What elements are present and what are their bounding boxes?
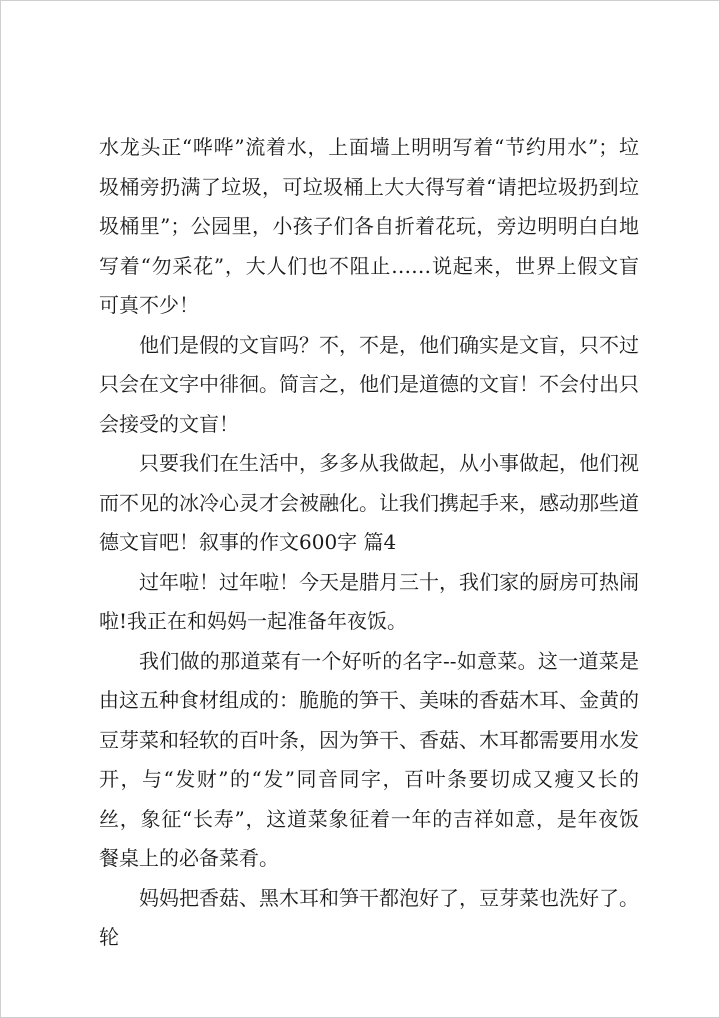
paragraph-3: 只要我们在生活中，多多从我做起，从小事做起，他们视而不见的冰冷心灵才会被融化。让我们携起手来，感动那些道德文盲吧！叙事的作文600字 篇4 bbox=[99, 451, 639, 554]
paragraph-5: 我们做的那道菜有一个好听的名字--如意菜。这一道菜是由这五种食材组成的：脆脆的笋干、美味的香菇木耳、金黄的豆芽菜和轻软的百叶条，因为笋干、香菇、木耳都需要用水发开，与“发财”的“发”同音同字，百叶条要切成又瘦又长的丝，象征“长寿”，这道菜象征着一年的吉祥如意，是年夜饭餐桌上的必备菜肴。 bbox=[99, 648, 639, 870]
paragraph-1: 水龙头正“哗哗”流着水，上面墙上明明写着“节约用水”；垃圾桶旁扔满了垃圾，可垃圾桶上大大得写着“请把垃圾扔到垃圾桶里”；公园里，小孩子们各自折着花玩，旁边明明白白地写着“勿采花”，大人们也不阻止……说起来，世界上假文盲可真不少！ bbox=[99, 135, 639, 317]
paragraph-2: 他们是假的文盲吗？不，不是，他们确实是文盲，只不过只会在文字中徘徊。简言之，他们是道德的文盲！不会付出只会接受的文盲！ bbox=[99, 332, 639, 436]
document-body bbox=[99, 128, 639, 958]
paragraph-6: 妈妈把香菇、黑木耳和笋干都泡好了，豆芽菜也洗好了。轮 bbox=[99, 885, 639, 949]
paragraph-4: 过年啦！过年啦！今天是腊月三十，我们家的厨房可热闹啦!我正在和妈妈一起准备年夜饭。 bbox=[99, 569, 639, 633]
